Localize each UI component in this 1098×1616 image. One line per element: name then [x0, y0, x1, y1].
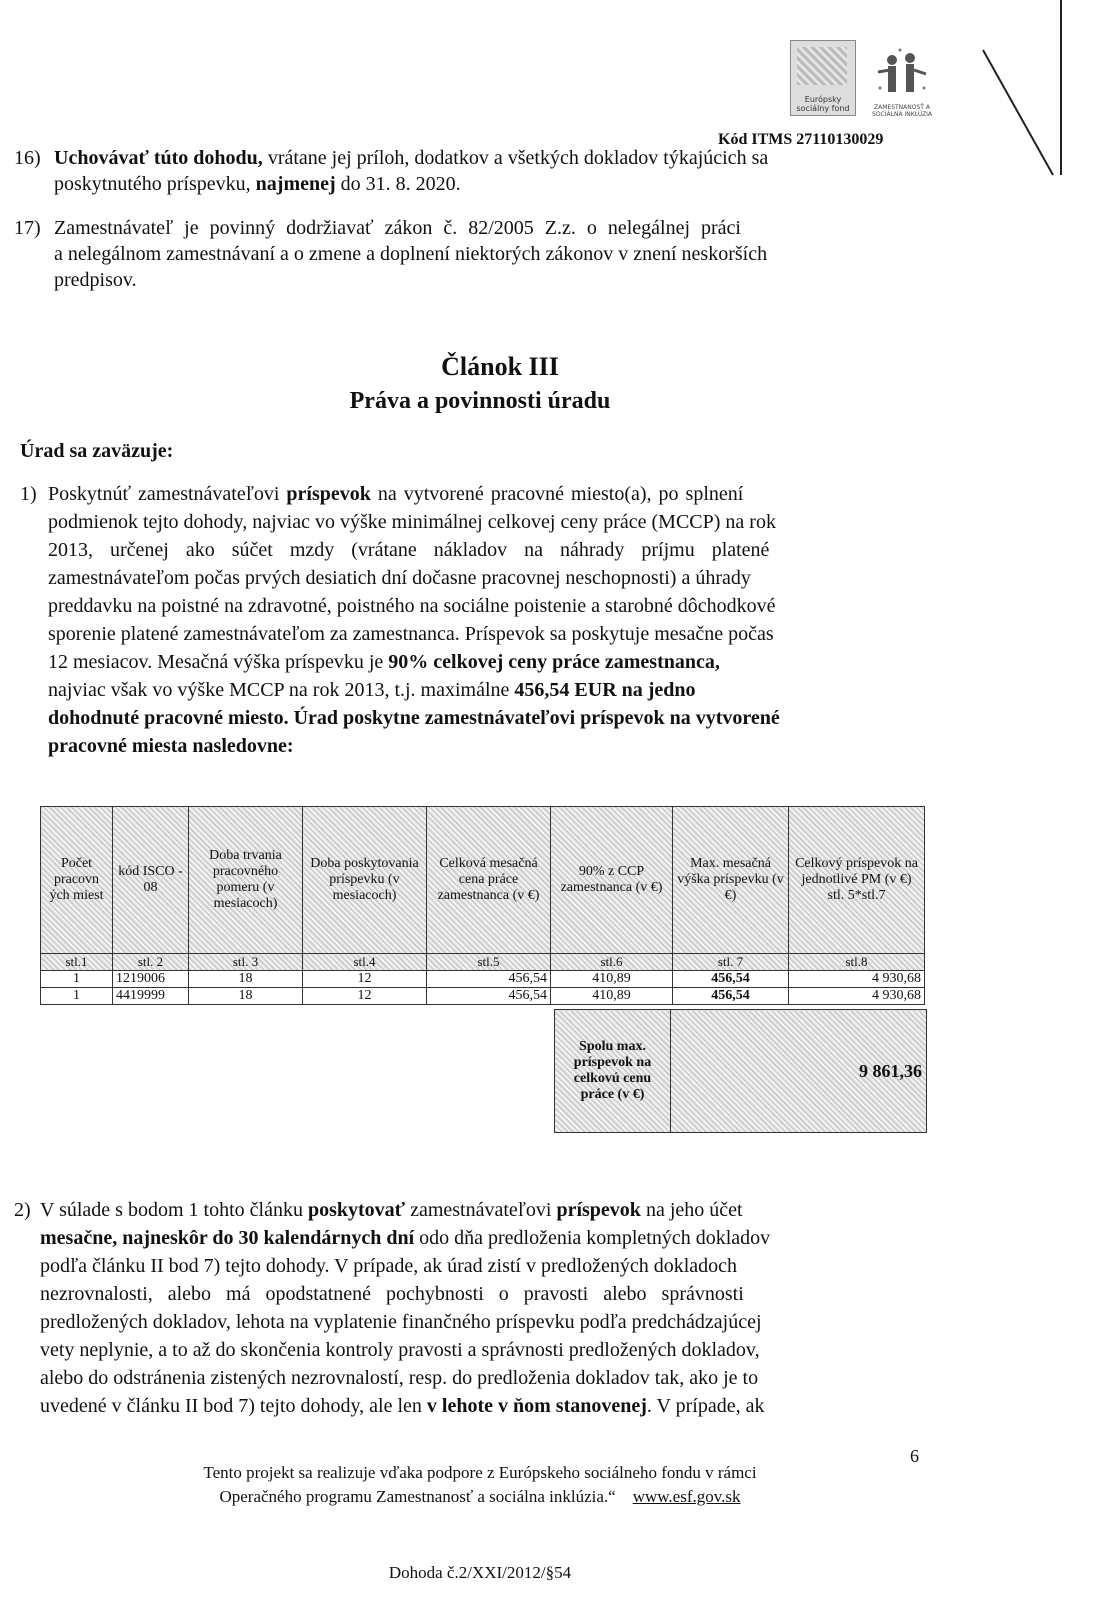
table-cell: 456,54: [427, 971, 551, 988]
table-cell: 4 930,68: [789, 971, 925, 988]
p2-line2: [40, 1226, 770, 1250]
table-cell: 456,54: [673, 971, 789, 988]
p2-bold: poskytovať: [307, 1199, 406, 1221]
p1-line9: [48, 706, 780, 730]
table-header-cell: Doba trvania pracovného pomeru (v mesiacoch): [189, 807, 303, 954]
table-cell: 18: [189, 988, 303, 1005]
p1-bold: príspevok: [286, 483, 371, 505]
table-cell: 456,54: [673, 988, 789, 1005]
p1-bold4: dohodnuté pracovné miesto. Úrad poskytne zamestnávateľovi príspevok na vytvorené: [48, 707, 780, 729]
scan-edge-mark: [975, 40, 1055, 180]
table-header-cell: Počet pracovn ých miest: [41, 807, 113, 954]
p1-bold2: 90% celkovej ceny práce zamestnanca,: [388, 651, 720, 673]
table-cell: 12: [303, 988, 427, 1005]
p1-line1: [48, 482, 938, 506]
p2-line4: nezrovnalosti, alebo má opodstatnené pochybnosti o pravosti alebo správnosti: [40, 1283, 744, 1305]
esf-logo: [790, 40, 856, 116]
item-17-line3: predpisov.: [54, 269, 137, 291]
p2-text4: odo dňa predloženia kompletných dokladov: [414, 1227, 771, 1249]
table-cell: 1: [41, 988, 113, 1005]
item-16-text2: poskytnutého príspevku,: [54, 173, 256, 195]
p1-line8: [48, 678, 696, 702]
p2-bold3: mesačne, najneskôr do 30 kalendárnych dní: [40, 1227, 415, 1249]
table-cell: 1: [41, 971, 113, 988]
p2-text3: na jeho účet: [640, 1199, 743, 1221]
p2-text5: uvedené v článku II bod 7) tejto dohody, ale len: [40, 1395, 427, 1417]
p1-line4: zamestnávateľom počas prvých desiatich dní dočasne pracovnej neschopnosti) a úhrady: [48, 567, 751, 589]
program-logo: [872, 48, 932, 118]
contribution-table: [40, 806, 927, 1133]
table-cell: 410,89: [551, 971, 673, 988]
item-16-text3: do 31. 8. 2020.: [335, 173, 461, 195]
column-number: stl. 3: [189, 954, 303, 971]
p2-line3: podľa článku II bod 7) tejto dohody. V prípade, ak úrad zistí v predložených dokladoch: [40, 1255, 738, 1277]
p2-line6: vety neplynie, a to až do skončenia kontroly pravosti a správnosti predložených dokladov,: [40, 1339, 760, 1361]
esf-link[interactable]: www.esf.gov.sk: [632, 1487, 741, 1506]
table-header-cell: Celkový príspevok na jednotlivé PM (v €) stl. 5*stl.7: [789, 807, 925, 954]
table-cell: 410,89: [551, 988, 673, 1005]
table-cell: 18: [189, 971, 303, 988]
column-number: stl.8: [789, 954, 925, 971]
column-number: stl.5: [427, 954, 551, 971]
page-number: 6: [910, 1446, 919, 1466]
column-number: stl.1: [41, 954, 113, 971]
table-column-number-row: [41, 954, 925, 971]
table-total: [554, 1009, 927, 1133]
p1-line7: [48, 650, 720, 674]
item-17-line2: a nelegálnom zamestnávaní a o zmene a doplnení niektorých zákonov v znení neskorších: [54, 243, 768, 265]
footer-line2: [0, 1486, 960, 1508]
p2-text2: zamestnávateľovi: [405, 1199, 557, 1221]
p2-line8: [40, 1394, 764, 1418]
column-number: stl. 2: [113, 954, 189, 971]
p1-bold5: pracovné miesta nasledovne:: [48, 735, 294, 757]
table-row: [41, 988, 925, 1005]
p1-line6: sporenie platené zamestnávateľom za zamestnanca. Príspevok sa poskytuje mesačne počas: [48, 623, 774, 645]
p1-text3: 12 mesiacov. Mesačná výška príspevku je: [48, 651, 389, 673]
table-header-cell: Doba poskytovania príspevku (v mesiacoch): [303, 807, 427, 954]
table-header-cell: 90% z CCP zamestnanca (v €): [551, 807, 673, 954]
table-cell: 456,54: [427, 988, 551, 1005]
article-subtitle: Práva a povinnosti úradu: [349, 388, 611, 414]
p1-line2: podmienok tejto dohody, najviac vo výške minimálnej celkovej ceny práce (MCCP) na rok: [48, 511, 776, 533]
total-value: 9 861,36: [671, 1010, 927, 1133]
table-cell: 12: [303, 971, 427, 988]
column-number: stl.4: [303, 954, 427, 971]
total-label: Spolu max. príspevok na celkovú cenu práce (v €): [555, 1010, 671, 1133]
p2-line1: [40, 1198, 743, 1222]
item-16-text: vrátane jej príloh, dodatkov a všetkých dokladov týkajúcich sa: [262, 147, 769, 169]
itms-code: Kód ITMS 27110130029: [718, 131, 884, 148]
p2-line7: alebo do odstránenia zistených nezrovnalostí, resp. do predloženia dokladov tak, ako je to: [40, 1367, 759, 1389]
table-cell: 4 930,68: [789, 988, 925, 1005]
table-header-cell: Celková mesačná cena práce zamestnanca (v €): [427, 807, 551, 954]
people-icon: [872, 48, 932, 104]
table-row: [41, 971, 925, 988]
p2-bold2: príspevok: [556, 1199, 641, 1221]
item-16-line2: [54, 172, 944, 196]
table-header-cell: kód ISCO - 08: [113, 807, 189, 954]
footer-line1: Tento projekt sa realizuje vďaka podpore z Európskeho sociálneho fondu v rámci: [203, 1463, 757, 1482]
item-16-bold: Uchovávať túto dohodu,: [54, 147, 263, 169]
p2-text6: . V prípade, ak: [646, 1395, 765, 1417]
table-cell: 4419999: [113, 988, 189, 1005]
p1-line5: preddavku na poistné na zdravotné, poistného na sociálne poistenie a starobné dôchodkové: [48, 595, 776, 617]
esf-logo-label: Európsky sociálny fond: [796, 95, 850, 113]
p1-text: Poskytnúť zamestnávateľovi: [48, 483, 287, 505]
p1-number: 1): [20, 483, 37, 505]
scan-edge-line: [1060, 0, 1062, 175]
item-16-line1: [54, 146, 944, 170]
office-commits-heading: Úrad sa zaväzuje:: [20, 440, 174, 462]
table-cell: 1219006: [113, 971, 189, 988]
p2-line5: predložených dokladov, lehota na vyplatenie finančného príspevku podľa predchádzajúcej: [40, 1311, 762, 1333]
p1-line3: 2013, určenej ako súčet mzdy (vrátane nákladov na náhrady príjmu platené: [48, 539, 770, 561]
item-17-line1: Zamestnávateľ je povinný dodržiavať zákon č. 82/2005 Z.z. o nelegálnej práci: [54, 217, 741, 239]
table-header-row: [41, 807, 925, 954]
column-number: stl. 7: [673, 954, 789, 971]
p2-bold4: v lehote v ňom stanovenej: [426, 1395, 647, 1417]
eu-stars-icon: [797, 47, 847, 85]
item-16-bold2: najmenej: [255, 173, 336, 195]
p1-text2: na vytvorené pracovné miesto(a), po splnení: [370, 483, 744, 505]
p1-bold3: 456,54 EUR na jedno: [514, 679, 696, 701]
table-header-cell: Max. mesačná výška príspevku (v €): [673, 807, 789, 954]
column-number: stl.6: [551, 954, 673, 971]
p1-text4: najviac však vo výške MCCP na rok 2013, t.j. maximálne: [48, 679, 515, 701]
program-logo-caption: ZAMESTNANOSŤ A SOCIÁLNA INKLÚZIA: [872, 104, 932, 118]
agreement-number: Dohoda č.2/XXI/2012/§54: [388, 1563, 572, 1582]
p2-text: V súlade s bodom 1 tohto článku: [40, 1199, 308, 1221]
item-17-number: 17): [14, 217, 41, 239]
p1-line10: [48, 734, 294, 758]
footer-program: Operačného programu Zamestnanosť a sociálna inklúzia.“: [219, 1487, 616, 1506]
article-title: Článok III: [441, 352, 559, 381]
item-16-number: 16): [14, 147, 41, 169]
p2-number: 2): [14, 1199, 31, 1221]
